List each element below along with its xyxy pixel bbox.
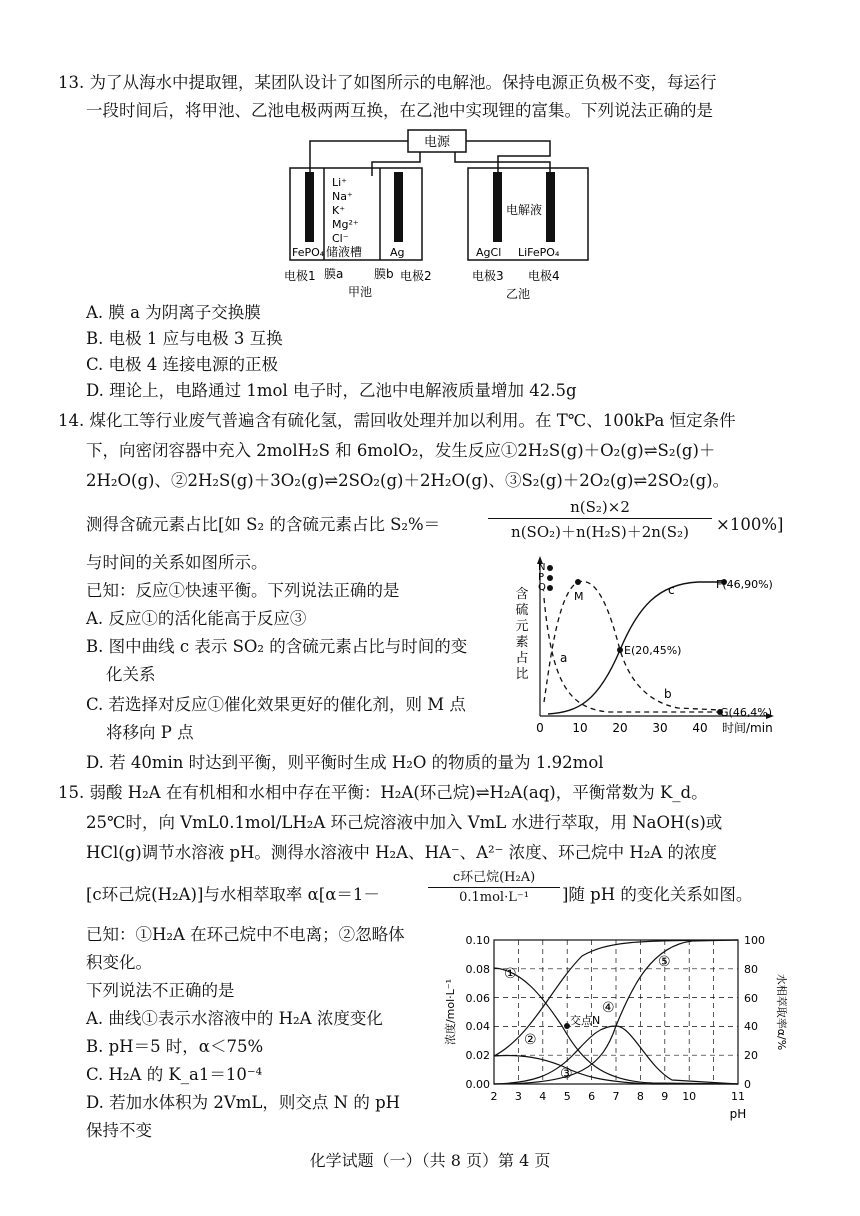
q15-xtick-6: 6 [588,1090,596,1103]
q15-xtick-4: 4 [539,1090,547,1103]
ion-mg: Mg²⁺ [332,218,359,231]
electrode4-label: 电极4 [528,269,560,283]
q13-option-d[interactable]: D. 理论上，电路通过 1mol 电子时，乙池中电解液质量增加 42.5g [86,381,577,400]
q14-xtick-40: 40 [692,721,708,735]
q15-y-axis-left-label: 浓度/mol·L⁻¹ [444,978,457,1046]
q14-frac-den: n(SO₂)＋n(H₂S)＋2n(S₂) [511,523,689,541]
sulfur-fraction-chart [508,552,780,740]
q14-option-b-cont: 化关系 [106,665,156,684]
q14-line4a: 测得含硫元素占比[如 S₂ 的含硫元素占比 S₂%＝ [86,515,441,534]
q15-ytick-l-0: 0.10 [465,934,490,947]
q15-ytick-r-0: 100 [744,934,765,947]
lifepo4-label: LiFePO₄ [518,246,560,259]
q15-ytick-l-4: 0.02 [465,1049,490,1062]
point-m [575,579,581,585]
label-curve-1: ① [504,966,517,982]
q13-line2: 一段时间后，将甲池、乙池电极两两互换，在乙池中实现锂的富集。下列说法正确的是 [86,101,713,120]
q15-xtick-3: 3 [514,1090,522,1103]
electrolysis-diagram [280,128,620,308]
q13-option-a[interactable]: A. 膜 a 为阴离子交换膜 [86,303,261,322]
page-footer: 化学试题（一）（共 8 页）第 4 页 [309,1151,551,1170]
q14-option-a[interactable]: A. 反应①的活化能高于反应③ [86,609,307,628]
q15-ytick-l-1: 0.08 [465,963,490,976]
ion-li: Li⁺ [332,176,347,189]
point-n [547,565,553,571]
q14-xtick-10: 10 [572,721,588,735]
q15-ytick-l-3: 0.04 [465,1020,490,1033]
q15-fraction [428,866,560,905]
q14-option-d[interactable]: D. 若 40min 时达到平衡，则平衡时生成 H₂O 的物质的量为 1.92mol [86,753,604,772]
q14-xtick-20: 20 [612,721,628,735]
power-label: 电源 [423,135,451,150]
q15-option-b[interactable]: B. pH＝5 时，α＜75% [86,1037,264,1056]
electrode2-label: 电极2 [400,269,432,283]
q15-ask: 下列说法不正确的是 [86,981,235,1000]
membrane-b-label: 膜b [374,267,394,281]
q14-line2: 下，向密闭容器中充入 2molH₂S 和 6molO₂，发生反应①2H₂S(g)＋O₂(g)⇌S₂(g)＋ [86,441,716,460]
label-curve-2: ② [524,1032,537,1048]
q15-ytick-r-5: 0 [744,1078,751,1091]
q15-xtick-2: 2 [490,1090,498,1103]
q15-ytick-r-3: 40 [744,1020,758,1033]
label-n: N [538,562,546,573]
q13-option-b[interactable]: B. 电极 1 应与电极 3 互换 [86,329,283,348]
q14-y-axis-label-text: 含硫元素占比 [515,587,529,682]
q15-ytick-r-4: 20 [744,1049,758,1062]
q15-y-axis-right-label: 水相萃取率α/% [775,973,788,1051]
label-curve-5: ⑤ [658,954,671,970]
electrolyte-label: 电解液 [506,203,543,217]
ag-label: Ag [390,246,405,259]
q14-y-axis-label [515,587,528,682]
ion-na: Na⁺ [332,190,353,203]
pool2-label: 乙池 [506,287,531,301]
label-f: F(46,90%) [716,578,773,591]
q15-xtick-11: 11 [731,1090,745,1103]
q15-xtick-7: 7 [612,1090,620,1103]
q14-xtick-0: 0 [536,721,544,735]
point-e [617,647,623,653]
label-e: E(20,45%) [624,644,682,657]
label-curve-4: ④ [602,1000,615,1016]
q15-xtick-9: 9 [661,1090,669,1103]
tank-label: 储液槽 [326,245,363,259]
label-q: Q [538,582,546,593]
q15-ytick-r-2: 60 [744,992,758,1005]
agcl-label: AgCl [476,246,502,259]
label-c: c [668,583,675,597]
q14-line3: 2H₂O(g)、②2H₂S(g)＋3O₂(g)⇌2SO₂(g)＋2H₂O(g)、③S₂(g)＋2O₂(g)⇌2SO₂(g)。 [86,471,730,490]
label-curve-3: ③ [560,1066,573,1082]
q15-line3: HCl(g)调节水溶液 pH。测得水溶液中 H₂A、HA⁻、A²⁻ 浓度、环己烷中 H₂A 的浓度 [86,843,717,862]
membrane-a-label: 膜a [324,267,344,281]
q14-option-c[interactable]: C. 若选择对反应①催化效果更好的催化剂，则 M 点 [86,695,466,714]
label-node-n: 交点N [570,1014,601,1027]
q15-ytick-l-5: 0.00 [465,1078,490,1091]
q14-frac-num: n(S₂)×2 [488,498,712,519]
electrode1-label: 电极1 [284,269,316,283]
q14-line1: 14. 煤化工等行业废气普遍含有硫化氢，需回收处理并加以利用。在 T℃、100kPa 恒定条件 [58,411,736,430]
label-a: a [560,651,568,665]
q14-option-c-cont: 将移向 P 点 [106,723,194,742]
q13-line1: 13. 为了从海水中提取锂，某团队设计了如图所示的电解池。保持电源正负极不变，每运行 [58,73,717,92]
q15-line2: 25℃时，向 VmL0.1mol/LH₂A 环己烷溶液中加入 VmL 水进行萃取，用 NaOH(s)或 [86,813,723,832]
q15-option-a[interactable]: A. 曲线①表示水溶液中的 H₂A 浓度变化 [86,1009,383,1028]
q14-line4b: ×100%] [716,515,784,534]
q15-xtick-5: 5 [563,1090,571,1103]
fepo4-label: FePO₄ [292,246,325,259]
ion-cl: Cl⁻ [332,232,349,245]
q15-option-d[interactable]: D. 若加水体积为 2VmL，则交点 N 的 pH [86,1093,401,1112]
q15-known2: 积变化。 [86,953,152,972]
q14-fraction [488,498,712,542]
q15-line1: 15. 弱酸 H₂A 在有机相和水相中存在平衡：H₂A(环己烷)⇌H₂A(aq)，平衡常数为 K_d。 [58,783,708,802]
label-g: G(46,4%) [720,706,773,719]
q15-frac-den: 0.1mol·L⁻¹ [459,890,529,905]
q15-ytick-r-1: 80 [744,963,758,976]
q15-line4b: ]随 pH 的变化关系如图。 [562,885,753,904]
label-m: M [574,590,584,603]
q15-frac-num: c环己烷(H₂A) [428,866,560,888]
pool1-label: 甲池 [348,285,373,299]
q15-option-c[interactable]: C. H₂A 的 K_a1＝10⁻⁴ [86,1065,263,1084]
q15-known1: 已知：①H₂A 在环己烷中不电离；②忽略体 [86,925,405,944]
q14-known: 已知：反应①快速平衡。下列说法正确的是 [86,581,400,600]
q13-option-c[interactable]: C. 电极 4 连接电源的正极 [86,355,279,374]
label-p: P [538,572,545,583]
electrode3-label: 电极3 [472,269,504,283]
q14-option-b[interactable]: B. 图中曲线 c 表示 SO₂ 的含硫元素占比与时间的变 [86,637,468,656]
q14-x-axis-label: 时间/min [722,721,773,735]
q15-option-d-cont: 保持不变 [86,1121,152,1140]
label-b: b [664,687,672,701]
q14-xtick-30: 30 [652,721,668,735]
q15-xtick-8: 8 [636,1090,644,1103]
point-p [547,575,553,581]
q15-x-axis-label: pH [729,1107,747,1121]
ion-k: K⁺ [332,204,346,217]
point-q [547,585,553,591]
q15-xtick-10: 10 [682,1090,697,1103]
q15-line4a: [c环己烷(H₂A)]与水相萃取率 α[α＝1－ [86,885,380,904]
q15-ytick-l-2: 0.06 [465,992,490,1005]
extraction-chart [432,926,792,1142]
q14-line5: 与时间的关系如图所示。 [86,553,268,572]
